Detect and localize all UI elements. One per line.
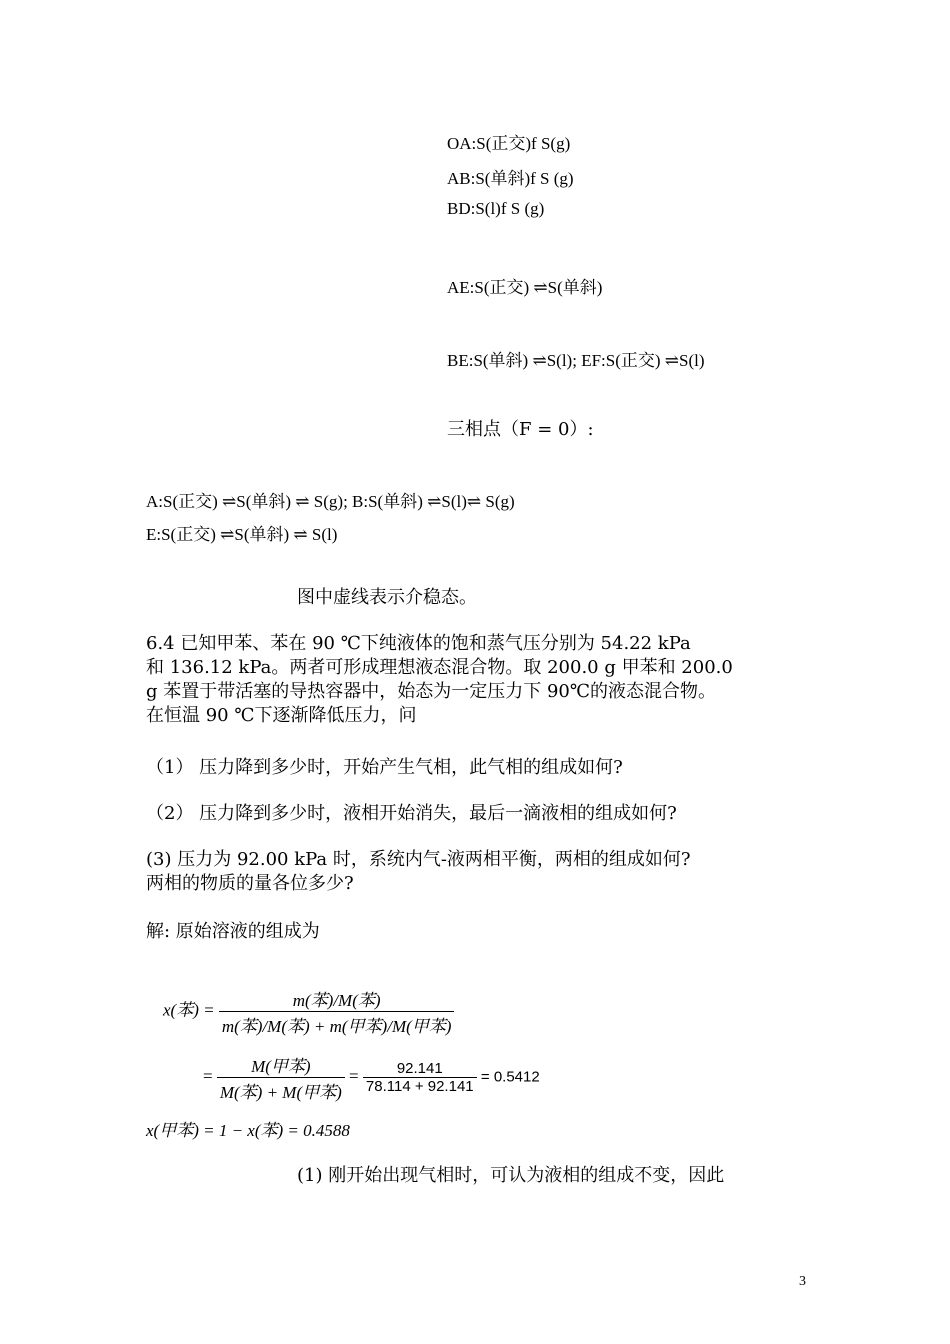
phase-line-ab: AB:S(单斜)f S (g) (447, 169, 574, 188)
question-2: （2） 压力降到多少时，液相开始消失，最后一滴液相的组成如何? (146, 803, 677, 824)
question-3-line-2: 两相的物质的量各位多少? (146, 873, 354, 894)
dashed-line-note: 图中虚线表示介稳态。 (297, 587, 477, 608)
equation-line-3: x(甲苯) = 1 − x(苯) = 0.4588 (146, 1121, 350, 1140)
equation-line-2 (203, 1052, 540, 1103)
eq2-prefix: = (203, 1066, 213, 1086)
eq1-denominator: m(苯)/M(苯) + m(甲苯)/M(甲苯) (221, 1017, 452, 1036)
eq1-numerator: m(苯)/M(苯) (292, 991, 381, 1010)
eq2-denominator-1: M(苯) + M(甲苯) (219, 1083, 342, 1102)
problem-line-4: 在恒温 90 ℃下逐渐降低压力，问 (146, 705, 417, 726)
eq2-fraction-1 (217, 1052, 345, 1103)
phase-line-ae: AE:S(正交) ⇌S(单斜) (447, 278, 603, 297)
equation-line-1 (163, 986, 454, 1037)
eq1-fraction (219, 986, 455, 1037)
solution-intro: 解: 原始溶液的组成为 (146, 921, 320, 942)
eq2-numerator-1: M(甲苯) (251, 1057, 311, 1076)
phase-line-be-ef: BE:S(单斜) ⇌S(l); EF:S(正交) ⇌S(l) (447, 351, 705, 370)
eq2-result: = 0.5412 (480, 1068, 540, 1086)
question-1: （1） 压力降到多少时，开始产生气相，此气相的组成如何? (146, 757, 623, 778)
triple-point-heading: 三相点（F = 0）: (447, 419, 594, 440)
eq2-numerator-2: 92.141 (396, 1060, 443, 1077)
question-3-line-1: (3) 压力为 92.00 kPa 时，系统内气-液两相平衡，两相的组成如何? (146, 849, 691, 870)
triple-point-line-1: A:S(正交) ⇌S(单斜) ⇌ S(g); B:S(单斜) ⇌S(l)⇌ S(g) (146, 492, 515, 511)
problem-line-3: g 苯置于带活塞的导热容器中，始态为一定压力下 90℃的液态混合物。 (146, 681, 717, 702)
part-1-start: (1) 刚开始出现气相时，可认为液相的组成不变，因此 (297, 1165, 725, 1186)
eq2-fraction-2 (363, 1060, 477, 1095)
phase-line-oa: OA:S(正交)f S(g) (447, 134, 571, 153)
problem-line-2: 和 136.12 kPa。两者可形成理想液态混合物。取 200.0 g 甲苯和 200.0 (146, 657, 733, 678)
page-number: 3 (799, 1274, 806, 1289)
eq1-lhs: x(苯) = (163, 1000, 215, 1020)
eq2-denominator-2: 78.114 + 92.141 (365, 1078, 474, 1095)
problem-line-1: 6.4 已知甲苯、苯在 90 ℃下纯液体的饱和蒸气压分别为 54.22 kPa (146, 633, 691, 654)
eq2-mid: = (349, 1066, 359, 1086)
phase-line-bd: BD:S(l)f S (g) (447, 199, 545, 218)
triple-point-line-2: E:S(正交) ⇌S(单斜) ⇌ S(l) (146, 525, 338, 544)
